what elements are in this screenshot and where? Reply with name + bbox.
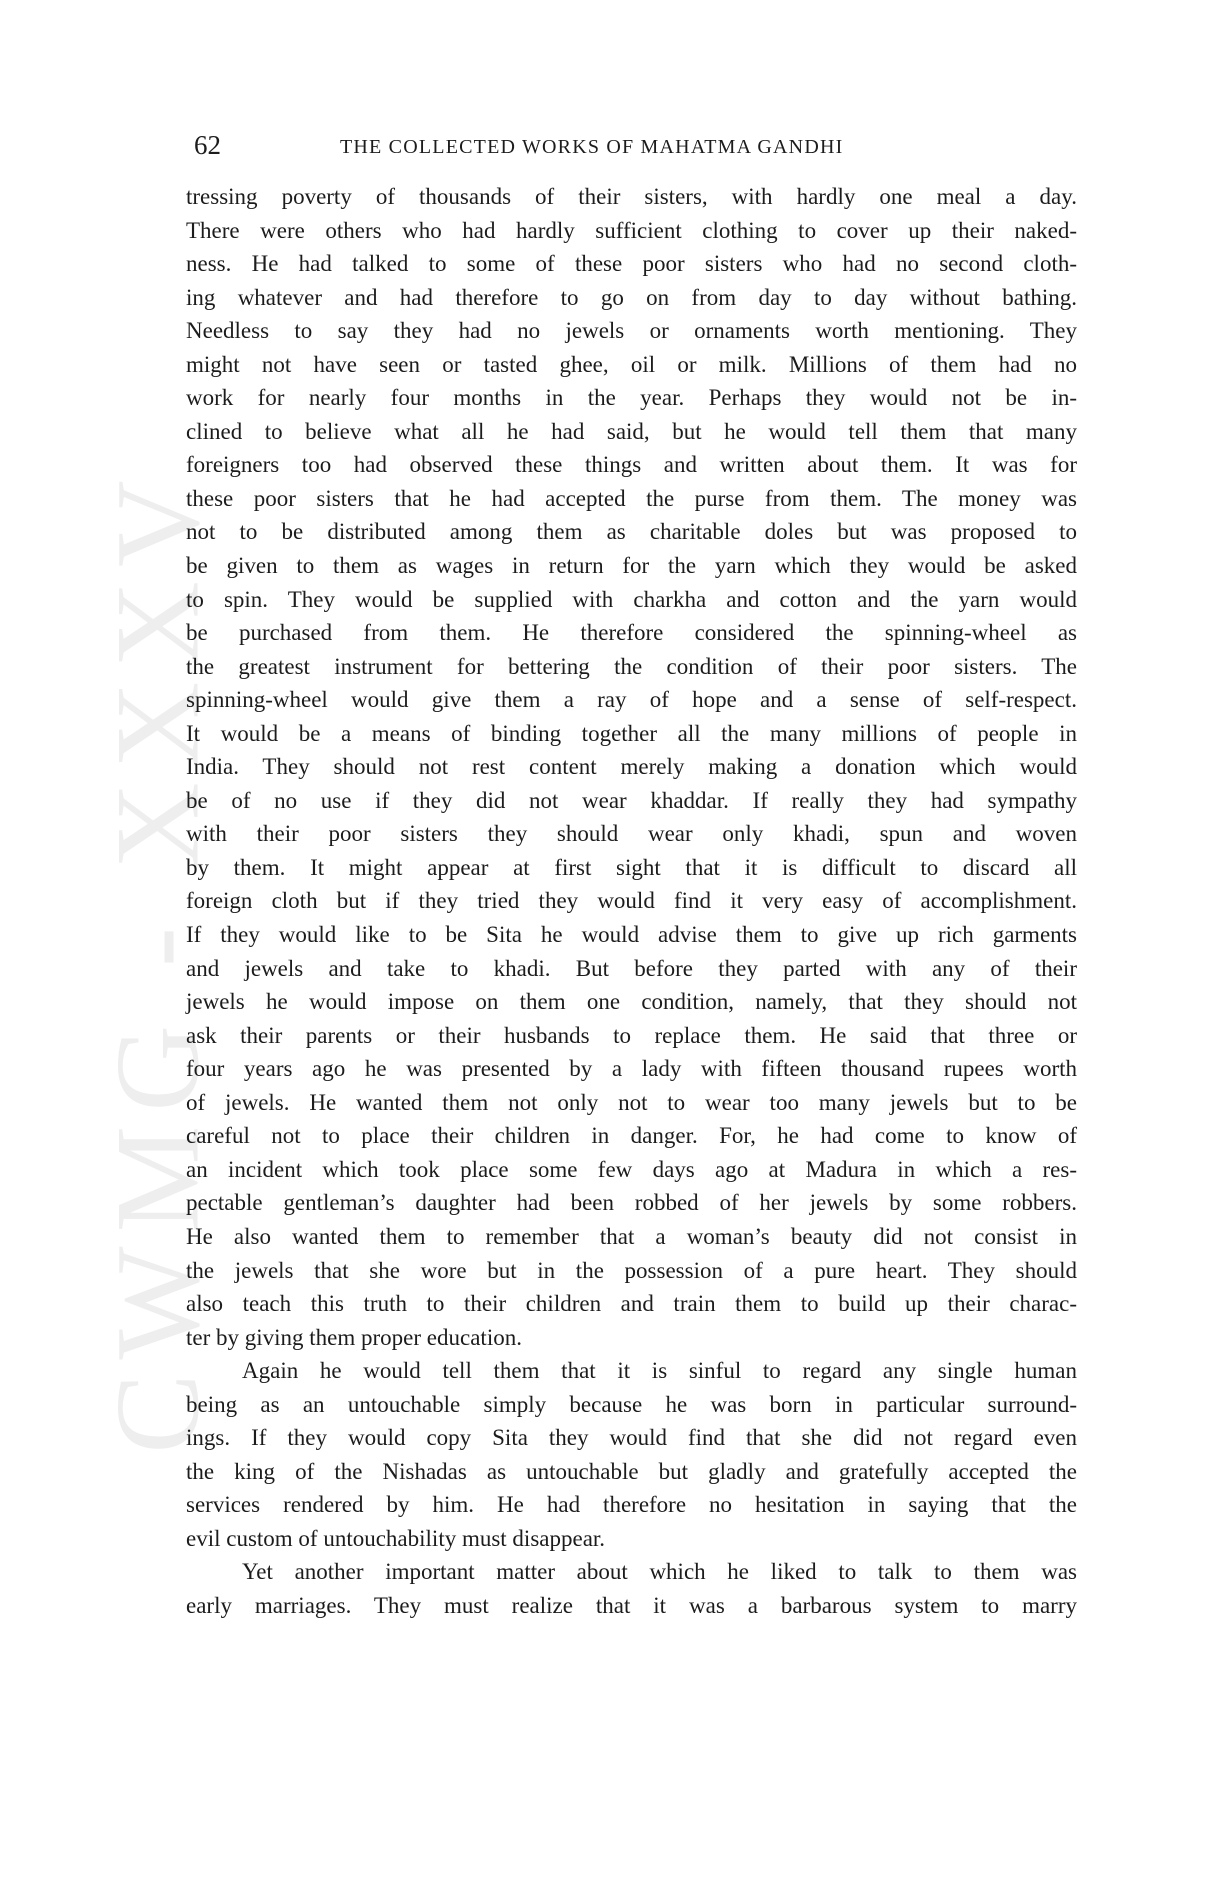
paragraph-3: [186, 1555, 1077, 1622]
text-line: jewels he would impose on them one condition, namely, that they should not: [186, 989, 1077, 1015]
text-line: early marriages. They must realize that it was a barbarous system to marry: [186, 1592, 1077, 1618]
running-title: THE COLLECTED WORKS OF MAHATMA GANDHI: [340, 136, 844, 158]
text-line: If they would like to be Sita he would advise them to give up rich garments: [186, 922, 1077, 948]
text-line: tressing poverty of thousands of their sisters, with hardly one meal a day.: [186, 184, 1077, 209]
text-line: an incident which took place some few days ago at Madura in which a res-: [186, 1156, 1077, 1182]
text-line: be given to them as wages in return for the yarn which they would be asked: [186, 553, 1077, 579]
text-line: evil custom of untouchability must disappear.: [186, 1525, 606, 1551]
page-header: [190, 130, 1078, 166]
text-line: It would be a means of binding together all the many millions of people in: [186, 720, 1077, 746]
text-line: the greatest instrument for bettering the condition of their poor sisters. The: [186, 653, 1077, 679]
text-line: being as an untouchable simply because he was born in particular surround-: [186, 1391, 1077, 1417]
text-line: pectable gentleman’s daughter had been robbed of her jewels by some robbers.: [186, 1190, 1077, 1216]
text-line: careful not to place their children in danger. For, he had come to know of: [186, 1123, 1077, 1149]
text-line: There were others who had hardly sufficient clothing to cover up their naked-: [186, 217, 1077, 243]
text-line: might not have seen or tasted ghee, oil or milk. Millions of them had no: [186, 351, 1077, 377]
paragraph-2: [186, 1354, 1077, 1555]
text-line: with their poor sisters they should wear only khadi, spun and woven: [186, 821, 1077, 847]
text-line: ness. He had talked to some of these poor sisters who had no second cloth-: [186, 251, 1077, 277]
text-line: to spin. They would be supplied with charkha and cotton and the yarn would: [186, 586, 1077, 612]
watermark-text: CWMG - XXXV: [91, 466, 225, 1454]
text-line: foreigners too had observed these things and written about them. It was for: [186, 452, 1077, 478]
text-line: of jewels. He wanted them not only not to wear too many jewels but to be: [186, 1089, 1077, 1115]
text-line: these poor sisters that he had accepted the purse from them. The money was: [186, 485, 1077, 511]
text-line: foreign cloth but if they tried they would find it very easy of accomplishment.: [186, 888, 1077, 914]
text-line: services rendered by him. He had therefore no hesitation in saying that the: [186, 1492, 1077, 1518]
text-line: and jewels and take to khadi. But before they parted with any of their: [186, 955, 1077, 981]
text-line: Again he would tell them that it is sinful to regard any single human: [242, 1358, 1077, 1384]
text-line: ter by giving them proper education.: [186, 1324, 522, 1350]
text-line: Needless to say they had no jewels or ornaments worth mentioning. They: [186, 318, 1077, 344]
text-line: India. They should not rest content merely making a donation which would: [186, 754, 1077, 780]
text-line: be of no use if they did not wear khaddar. If really they had sympathy: [186, 787, 1077, 813]
text-line: four years ago he was presented by a lady with fifteen thousand rupees worth: [186, 1056, 1077, 1082]
body-text: [186, 180, 1077, 1623]
text-line: clined to believe what all he had said, but he would tell them that many: [186, 418, 1077, 444]
text-line: the jewels that she wore but in the possession of a pure heart. They should: [186, 1257, 1077, 1283]
text-line: the king of the Nishadas as untouchable but gladly and gratefully accepted the: [186, 1458, 1077, 1484]
text-line: also teach this truth to their children and train them to build up their charac-: [186, 1291, 1077, 1317]
text-line: by them. It might appear at first sight that it is difficult to discard all: [186, 854, 1077, 880]
text-line: He also wanted them to remember that a woman’s beauty did not consist in: [186, 1223, 1077, 1249]
text-line: be purchased from them. He therefore considered the spinning-wheel as: [186, 620, 1077, 646]
text-line: Yet another important matter about which he liked to talk to them was: [242, 1559, 1077, 1585]
text-line: not to be distributed among them as charitable doles but was proposed to: [186, 519, 1077, 545]
text-line: spinning-wheel would give them a ray of hope and a sense of self-respect.: [186, 687, 1077, 713]
text-line: work for nearly four months in the year. Perhaps they would not be in-: [186, 385, 1077, 411]
text-line: ask their parents or their husbands to replace them. He said that three or: [186, 1022, 1077, 1048]
page-number: 62: [194, 130, 221, 160]
text-line: ing whatever and had therefore to go on from day to day without bathing.: [186, 284, 1077, 310]
text-line: ings. If they would copy Sita they would find that she did not regard even: [186, 1425, 1077, 1451]
paragraph-1: [186, 180, 1077, 1354]
